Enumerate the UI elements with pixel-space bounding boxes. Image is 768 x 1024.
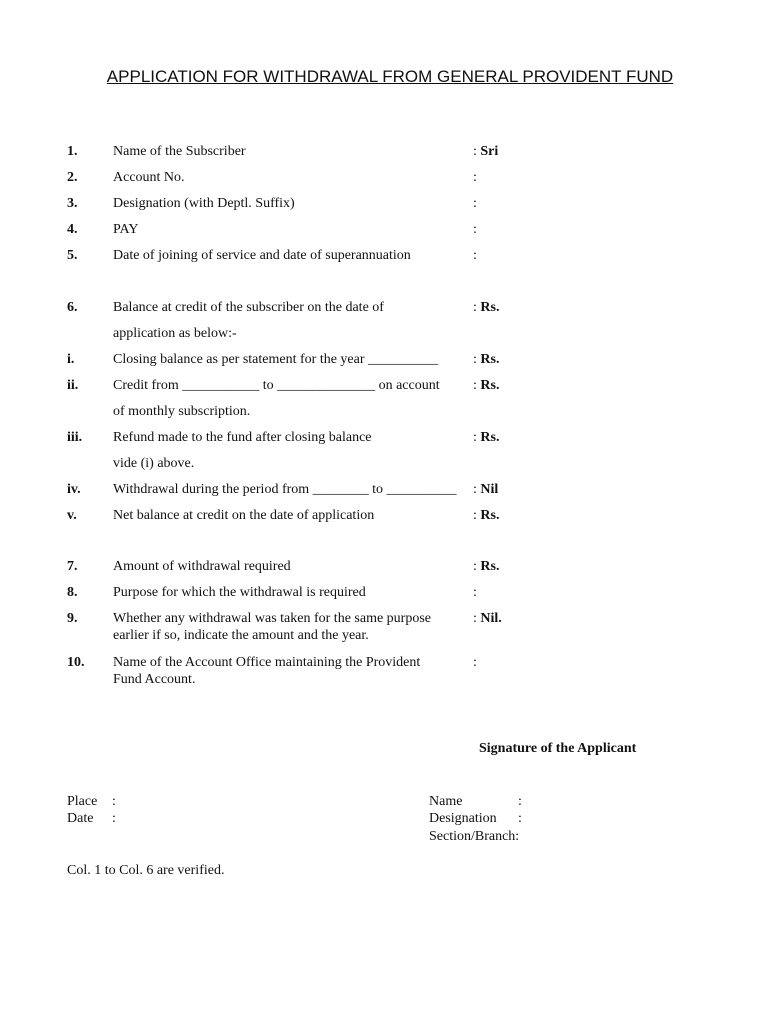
- row-value-text: Rs.: [480, 508, 500, 523]
- designation-colon: :: [518, 811, 522, 826]
- row-value: [473, 248, 477, 264]
- row-value: [473, 222, 477, 238]
- signature-label: Signature of the Applicant: [479, 741, 637, 756]
- place-label: Place: [67, 794, 98, 809]
- row-value: [473, 170, 477, 186]
- row-label: Whether any withdrawal was taken for the same purpose: [113, 611, 431, 626]
- row-number: ii.: [67, 378, 79, 393]
- section-branch-label: Section/Branch:: [429, 829, 520, 844]
- row-number: i.: [67, 352, 75, 367]
- row-colon: :: [473, 222, 477, 237]
- row-label: Net balance at credit on the date of application: [113, 508, 375, 523]
- row-label: of monthly subscription.: [113, 404, 251, 419]
- row-label: Account No.: [113, 170, 185, 185]
- name-colon: :: [518, 794, 522, 809]
- row-label: Amount of withdrawal required: [113, 559, 291, 574]
- verification-note: Col. 1 to Col. 6 are verified.: [67, 863, 225, 878]
- row-label: Name of the Subscriber: [113, 144, 246, 159]
- row-colon: :: [473, 144, 481, 159]
- row-colon: :: [473, 611, 481, 626]
- row-number: iv.: [67, 482, 81, 497]
- row-colon: :: [473, 508, 481, 523]
- name-label: Name: [429, 794, 463, 809]
- row-colon: :: [473, 248, 477, 263]
- row-number: v.: [67, 508, 77, 523]
- row-label: Credit from ___________ to ______________ on account: [113, 378, 440, 393]
- row-number: 3.: [67, 196, 78, 211]
- row-value-text: Rs.: [480, 352, 500, 367]
- row-value: [473, 585, 477, 601]
- row-value: [473, 196, 477, 212]
- row-colon: :: [473, 196, 477, 211]
- form-title: APPLICATION FOR WITHDRAWAL FROM GENERAL PROVIDENT FUND: [106, 67, 674, 86]
- row-label: Designation (with Deptl. Suffix): [113, 196, 295, 211]
- row-number: 7.: [67, 559, 78, 574]
- row-number: 4.: [67, 222, 78, 237]
- row-value: [473, 300, 499, 316]
- row-number: 5.: [67, 248, 78, 263]
- row-colon: :: [473, 559, 481, 574]
- row-value-text: Rs.: [480, 559, 500, 574]
- row-value: [473, 144, 498, 160]
- date-label: Date: [67, 811, 94, 826]
- row-label: Purpose for which the withdrawal is required: [113, 585, 366, 600]
- row-value-text: Nil: [480, 482, 499, 497]
- row-number: 2.: [67, 170, 78, 185]
- row-value: [473, 482, 498, 498]
- row-colon: :: [473, 378, 481, 393]
- row-value: [473, 508, 499, 524]
- row-colon: :: [473, 655, 477, 670]
- row-colon: :: [473, 482, 481, 497]
- row-value: [473, 430, 499, 446]
- row-label: Name of the Account Office maintaining the Provident: [113, 655, 421, 670]
- place-colon: :: [112, 794, 116, 809]
- row-value-text: Rs.: [480, 430, 500, 445]
- row-colon: :: [473, 352, 481, 367]
- row-label: Fund Account.: [113, 672, 196, 687]
- date-colon: :: [112, 811, 116, 826]
- row-label: Closing balance as per statement for the year __________: [113, 352, 439, 367]
- row-number: 6.: [67, 300, 78, 315]
- row-number: iii.: [67, 430, 83, 445]
- designation-label: Designation: [429, 811, 497, 826]
- row-label: earlier if so, indicate the amount and the year.: [113, 628, 369, 643]
- row-value-text: Sri: [480, 144, 499, 159]
- row-label: PAY: [113, 222, 139, 237]
- row-label: application as below:-: [113, 326, 237, 341]
- row-label: Withdrawal during the period from ________ to __________: [113, 482, 457, 497]
- row-value-text: Rs.: [480, 378, 500, 393]
- row-value: [473, 559, 499, 575]
- row-colon: :: [473, 300, 481, 315]
- row-label: vide (i) above.: [113, 456, 195, 471]
- row-label: Refund made to the fund after closing balance: [113, 430, 372, 445]
- row-colon: :: [473, 585, 477, 600]
- row-value: [473, 655, 477, 671]
- row-colon: :: [473, 170, 477, 185]
- row-value-text: Rs.: [480, 300, 500, 315]
- row-number: 9.: [67, 611, 78, 626]
- row-label: Balance at credit of the subscriber on the date of: [113, 300, 384, 315]
- row-value: [473, 352, 499, 368]
- row-label: Date of joining of service and date of superannuation: [113, 248, 411, 263]
- row-number: 1.: [67, 144, 78, 159]
- row-value-text: Nil.: [480, 611, 502, 626]
- row-colon: :: [473, 430, 481, 445]
- row-value: [473, 611, 502, 627]
- row-number: 8.: [67, 585, 78, 600]
- row-number: 10.: [67, 655, 85, 670]
- row-value: [473, 378, 499, 394]
